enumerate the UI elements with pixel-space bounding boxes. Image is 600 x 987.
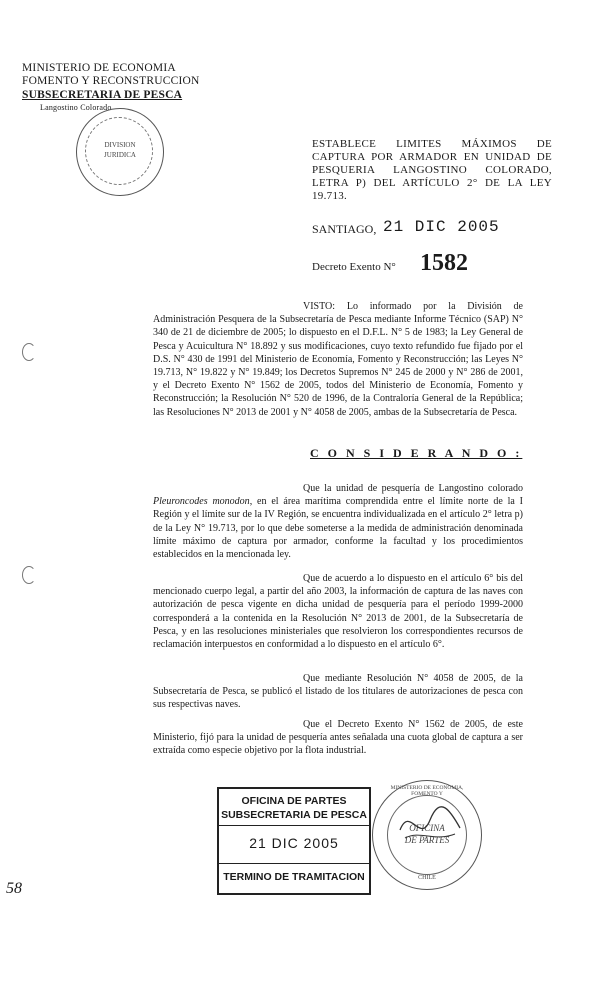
round-seal-center1: OFICINA [409, 823, 445, 833]
decree-number-label: Decreto Exento N° [312, 261, 396, 273]
subsecretaria-name: SUBSECRETARIA DE PESCA [22, 89, 183, 101]
division-seal-line1: DIVISION [104, 141, 136, 149]
ministry-name: MINISTERIO DE ECONOMIA [22, 62, 176, 74]
considerando-1-text: , en el área marítima comprendida entre el límite norte de la I Región y el límite sur de la IV Región, se encuentra individualizada en el artículo 2° letra p) de la Ley N° 19.713, por lo que debe someterse a la medida de administración denominada límite máximo de captura por armador, conforme la facultad y los procedimientos establecidos en la mencionada ley. [153, 496, 523, 561]
decree-number: 1582 [420, 250, 468, 276]
page-mark: 58 [6, 880, 22, 897]
division-seal [76, 108, 164, 196]
stamp-date: 21 DIC 2005 [249, 835, 339, 851]
considerando-4-text: Ministerio, fijó para la unidad de pesquería antes señalada una cuota global de captura a ser extraída como especie objetivo por la flota industrial. [153, 732, 523, 757]
considerando-4-lead: Que el Decreto Exento N° 1562 de 2005, de este [303, 719, 523, 730]
decree-place: SANTIAGO, [312, 222, 377, 236]
considerando-3-lead: Que mediante Resolución N° 4058 de 2005, de [303, 673, 511, 684]
punch-hole-bottom [22, 566, 36, 584]
ministry-subtitle: FOMENTO Y RECONSTRUCCION [22, 75, 200, 87]
stamp-divider-bottom [219, 863, 369, 864]
decree-title: ESTABLECE LIMITES MÁXIMOS DE CAPTURA POR ARMADOR EN UNIDAD DE PESQUERIA LANGOSTINO COLORADO, LETRA P) DEL ARTÍCULO 2° DE LA LEY 19.713. [312, 138, 552, 202]
decree-date: 21 DIC 2005 [383, 218, 500, 236]
letterhead-subject: Langostino Colorado [40, 103, 112, 112]
division-seal-line2: JURIDICA [104, 151, 136, 159]
considerando-1-lead: Que la unidad de pesquería de Langostino colorado [303, 483, 523, 494]
considerando-heading: C O N S I D E R A N D O : [310, 446, 523, 460]
considerando-2-text: bis del mencionado cuerpo legal, a partir del año 2003, la información de captura de las naves con autorización de pesca vigente en dicha unidad de pesquería para el período 1999-2000 corresponderá a la contenida en la Resolución N° 2013 de 2001, de la Subsecretaría de Pesca, y en las resoluciones ministeriales que resolvieron los correspondientes recursos de reclamación interpuestos en conformidad a lo dispuesto en el artículo 6°. [153, 573, 524, 651]
signature-scribble [395, 800, 465, 850]
considerando-4 [153, 718, 523, 758]
round-seal-bottom-text: CHILE [418, 875, 436, 881]
considerando-1 [153, 482, 523, 561]
considerando-3 [153, 672, 523, 712]
considerando-3-text: la Subsecretaría de Pesca, se publicó el listado de los titulares de autorizaciones de pesca con sus respectivas naves. [153, 673, 523, 711]
visto-paragraph [153, 300, 523, 419]
stamp-line2: SUBSECRETARIA DE PESCA [221, 809, 367, 821]
stamp-line1: OFICINA DE PARTES [241, 795, 347, 807]
visto-text: VISTO: Lo informado por la División de Administración Pesquera de la Subsecretaría de Pesca mediante Informe Técnico (SAP) N° 340 de 21 de diciembre de 2005; lo dispuesto en el D.F.L. N° 5 de 1983; la Ley General de Pesca y Acuicultura N° 18.892 y sus modificaciones, cuyo texto refundido fue fijado por el D.S. N° 430 de 1991 del Ministerio de Economía, Fomento y Reconstrucción; las Leyes N° 19.713, N° 19.822 y N° 19.849; los Decretos Supremos N° 245 de 2000 y N° 286 de 2001, y el Decreto Exento N° 1562 de 2005, todos del Ministerio de Economía, Fomento y Reconstrucción; la Resolución N° 520 de 1996, de la Contraloría General de la República; las Resoluciones N° 2013 de 2001 y N° 4058 de 2005, ambas de la Subsecretaría de Pesca. [153, 301, 523, 418]
considerando-2-lead: Que de acuerdo a lo dispuesto en el artículo 6° [303, 573, 494, 584]
oficina-partes-stamp [217, 787, 371, 895]
round-seal-center2: DE PARTES [404, 835, 450, 845]
stamp-footer: TERMINO DE TRAMITACION [223, 871, 365, 883]
species-name: Pleuroncodes monodon [153, 496, 250, 508]
considerando-2 [153, 572, 523, 651]
punch-hole-top [22, 343, 36, 361]
round-seal-top-text: MINISTERIO DE ECONOMIA, FOMENTO Y [390, 785, 464, 797]
stamp-divider-top [219, 825, 369, 826]
